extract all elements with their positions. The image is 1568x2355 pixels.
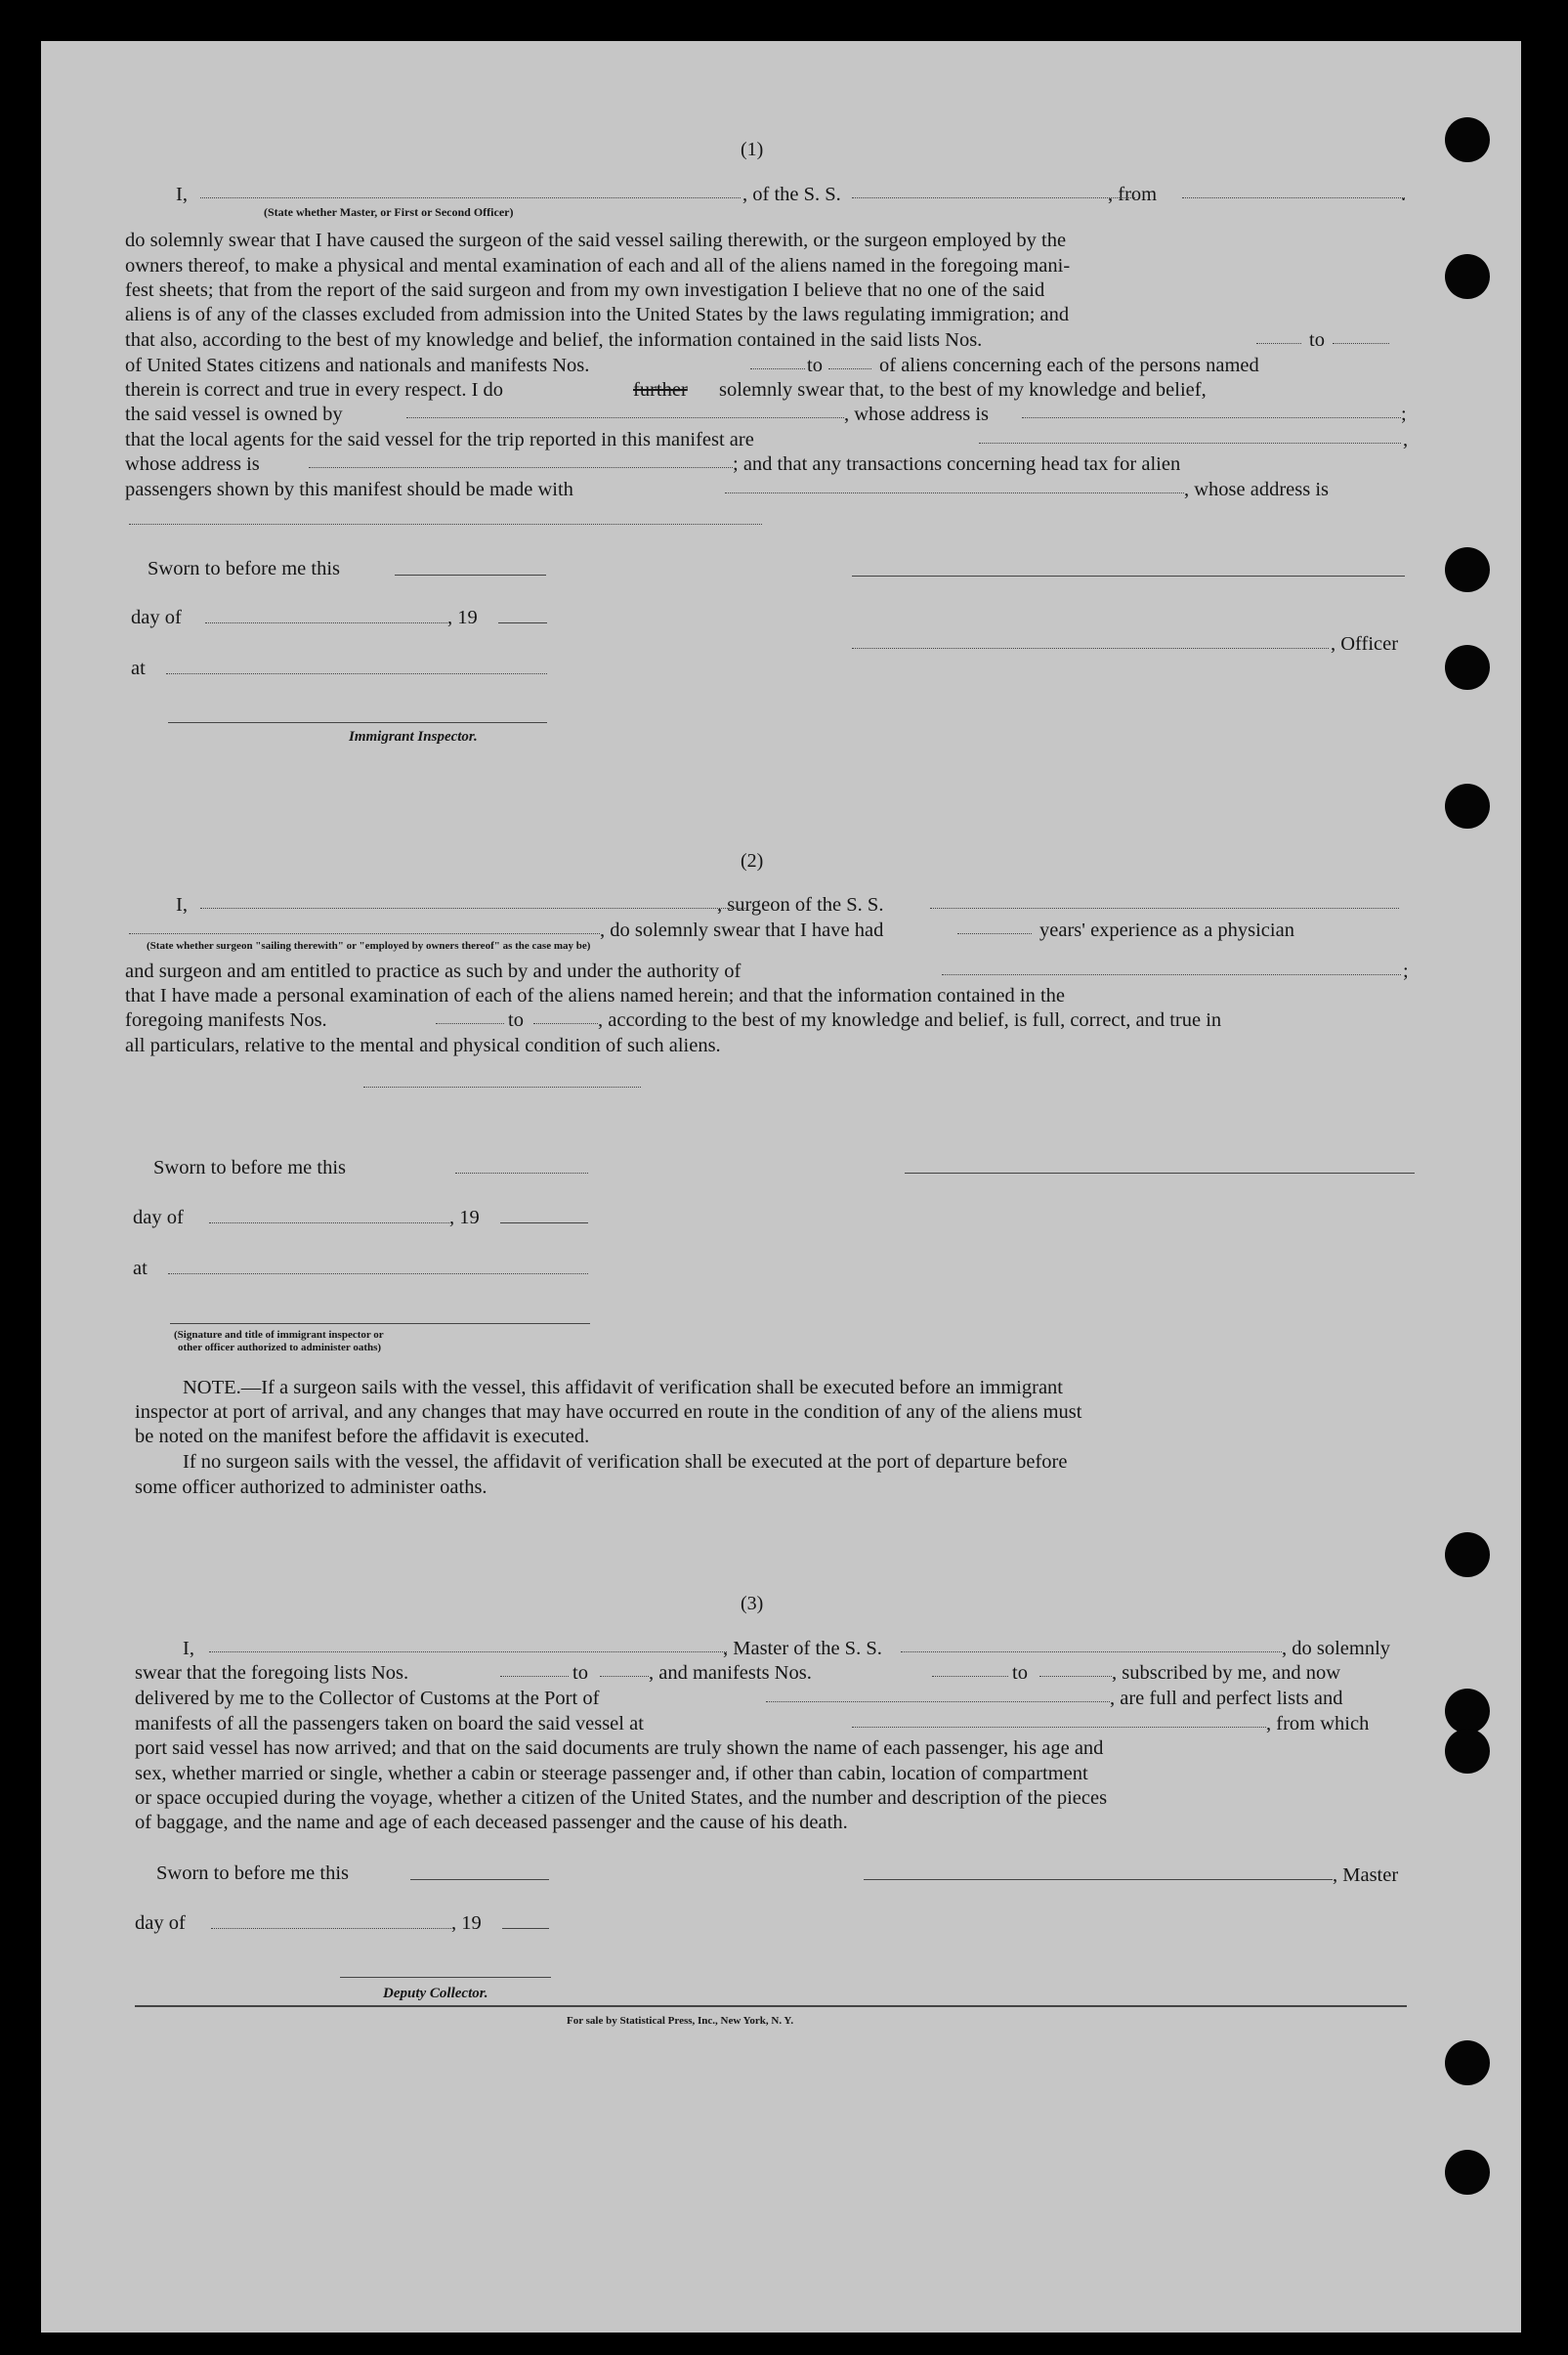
do-swear-label: , do solemnly swear that I have had <box>600 920 884 941</box>
binder-hole <box>1445 2040 1490 2085</box>
binder-hole <box>1445 784 1490 829</box>
further-struck: further <box>633 379 688 401</box>
affidavit-line: sex, whether married or single, whether a cabin or steerage passenger and, if other than cabin, location of compartment <box>135 1763 1088 1784</box>
affidavit-line: , subscribed by me, and now <box>1112 1662 1340 1684</box>
note-line: If no surgeon sails with the vessel, the affidavit of verification shall be executed at the port of departure before <box>183 1451 1068 1473</box>
note-label: NOTE. <box>183 1377 241 1398</box>
section-number: (2) <box>741 850 764 872</box>
manifests-from-field[interactable] <box>436 1023 504 1024</box>
surgeon-name-field[interactable] <box>200 908 747 909</box>
semicolon: ; <box>1401 404 1407 425</box>
departure-port-field[interactable] <box>852 1727 1266 1728</box>
ship-name-field[interactable] <box>852 197 1135 198</box>
note-line: some officer authorized to administer oaths. <box>135 1477 487 1498</box>
affidavit-line: owners thereof, to make a physical and mental examination of each and all of the aliens named in the foregoing mani- <box>125 255 1071 277</box>
lists-from-field[interactable] <box>500 1676 569 1677</box>
affidavit-line: therein is correct and true in every respect. I do <box>125 379 504 401</box>
surgeon-note: (State whether surgeon "sailing therewith" or "employed by owners thereof" as the case may be) <box>147 940 591 952</box>
binder-hole <box>1445 645 1490 690</box>
head-tax-address-field[interactable] <box>129 524 762 525</box>
at-field[interactable] <box>168 1273 588 1274</box>
surgeon-signature-field[interactable] <box>905 1173 1415 1174</box>
manifests-to-field[interactable] <box>533 1023 598 1024</box>
owner-address-field[interactable] <box>1022 417 1401 418</box>
lists-from-field[interactable] <box>1256 343 1301 344</box>
affidavit-line: , are full and perfect lists and <box>1110 1688 1343 1709</box>
surgeon-of-label: , surgeon of the S. S. <box>717 894 884 916</box>
local-agents-field[interactable] <box>979 443 1401 444</box>
affidavit-line: port said vessel has now arrived; and that on the said documents are truly shown the name of each passenger, his age and <box>135 1737 1104 1759</box>
affidavit-line: and surgeon and am entitled to practice as such by and under the authority of <box>125 961 742 982</box>
day-of-field[interactable] <box>205 622 447 623</box>
officer-note: (State whether Master, or First or Second Officer) <box>264 205 514 219</box>
officer-name-label: I, <box>176 184 188 205</box>
officer-name-field[interactable] <box>200 197 741 198</box>
master-ship-field[interactable] <box>901 1651 1282 1652</box>
note-text: —If a surgeon sails with the vessel, this affidavit of verification shall be executed before an immigrant <box>240 1377 1063 1398</box>
head-tax-party-field[interactable] <box>725 492 1184 493</box>
section-number: (3) <box>741 1593 764 1614</box>
affidavit-line: of United States citizens and nationals and manifests Nos. <box>125 355 590 376</box>
from-period: . <box>1401 184 1407 205</box>
ss-label: , of the S. S. <box>742 184 841 205</box>
affidavit-line: whose address is <box>125 453 260 475</box>
year-label: , 19 <box>449 1207 480 1228</box>
do-solemnly-label: , do solemnly <box>1282 1638 1391 1659</box>
master-signature-field[interactable] <box>864 1879 1333 1880</box>
sworn-label: Sworn to before me this <box>156 1863 349 1884</box>
surgeon-name-label: I, <box>176 894 188 916</box>
affidavit-line: do solemnly swear that I have caused the surgeon of the said vessel sailing therewith, or the surgeon employed by the <box>125 230 1067 251</box>
affidavit-line: that the local agents for the said vessel for the trip reported in this manifest are <box>125 429 754 450</box>
affidavit-line: the said vessel is owned by <box>125 404 343 425</box>
owner-field[interactable] <box>406 417 844 418</box>
from-port-field[interactable] <box>1182 197 1405 198</box>
binder-hole <box>1445 1689 1490 1734</box>
from-label: , from <box>1108 184 1158 205</box>
manifests-from-field[interactable] <box>750 368 805 369</box>
at-label: at <box>131 658 146 679</box>
collector-title: Deputy Collector. <box>383 1986 488 2001</box>
day-of-field[interactable] <box>209 1222 449 1223</box>
day-of-label: day of <box>131 607 182 628</box>
master-name-field[interactable] <box>209 1651 727 1652</box>
signature-note: (Signature and title of immigrant inspector or <box>174 1329 384 1341</box>
collector-signature-field[interactable] <box>340 1977 551 1978</box>
affidavit-line: , according to the best of my knowledge and belief, is full, correct, and true in <box>598 1009 1222 1031</box>
affidavit-line: of aliens concerning each of the persons named <box>879 355 1259 376</box>
at-field[interactable] <box>166 673 547 674</box>
surgeon-signature-dots[interactable] <box>363 1087 641 1088</box>
to-label: to <box>1012 1662 1028 1684</box>
lists-to-field[interactable] <box>1333 343 1389 344</box>
years-label: years' experience as a physician <box>1039 920 1294 941</box>
whose-address-label: , whose address is <box>1184 479 1330 500</box>
surgeon-ship-field[interactable] <box>930 908 1399 909</box>
master-label: , Master <box>1333 1864 1399 1886</box>
to-label: to <box>508 1009 524 1031</box>
form-page <box>41 41 1521 2333</box>
officer-signature-field[interactable] <box>852 648 1329 649</box>
year-field[interactable] <box>498 622 547 623</box>
year-field[interactable] <box>500 1222 588 1223</box>
whose-address-label: , whose address is <box>844 404 990 425</box>
manifests-from-field[interactable] <box>932 1676 1008 1677</box>
printer-credit: For sale by Statistical Press, Inc., New York, N. Y. <box>567 2015 794 2027</box>
affidavit-line: foregoing manifests Nos. <box>125 1009 327 1031</box>
affidavit-line: that also, according to the best of my knowledge and belief, the information contained in the said lists Nos. <box>125 329 983 351</box>
day-of-label: day of <box>133 1207 184 1228</box>
signature-note: other officer authorized to administer oaths) <box>178 1342 382 1353</box>
port-field[interactable] <box>766 1701 1110 1702</box>
note-line: inspector at port of arrival, and any changes that may have occurred en route in the condition of any of the aliens must <box>135 1401 1082 1423</box>
note-line: be noted on the manifest before the affidavit is executed. <box>135 1426 590 1447</box>
affidavit-line: that I have made a personal examination of each of the aliens named herein; and that the information contained in the <box>125 985 1065 1006</box>
sworn-label: Sworn to before me this <box>153 1157 346 1178</box>
affidavit-line: , and manifests Nos. <box>649 1662 812 1684</box>
inspector-signature-field[interactable] <box>168 722 547 723</box>
affidavit-line: ; and that any transactions concerning head tax for alien <box>733 453 1181 475</box>
to-label: to <box>1309 329 1325 351</box>
agents-address-field[interactable] <box>309 467 733 468</box>
authority-field[interactable] <box>942 974 1401 975</box>
affidavit-line: delivered by me to the Collector of Customs at the Port of <box>135 1688 600 1709</box>
section-number: (1) <box>741 139 764 160</box>
inspector-title: Immigrant Inspector. <box>349 729 478 745</box>
binder-hole <box>1445 547 1490 592</box>
day-of-field[interactable] <box>211 1928 451 1929</box>
binder-hole <box>1445 1532 1490 1577</box>
inspector-signature-field[interactable] <box>170 1323 590 1324</box>
binder-hole <box>1445 1729 1490 1774</box>
surgeon-type-field[interactable] <box>129 933 600 934</box>
sworn-label: Sworn to before me this <box>148 558 340 579</box>
officer-signature-top[interactable] <box>852 576 1405 577</box>
to-label: to <box>807 355 823 376</box>
year-label: , 19 <box>447 607 478 628</box>
year-label: , 19 <box>451 1912 482 1934</box>
affidavit-line: or space occupied during the voyage, whether a citizen of the United States, and the number and description of the pieces <box>135 1787 1108 1809</box>
affidavit-line: of baggage, and the name and age of each deceased passenger and the cause of his death. <box>135 1812 848 1833</box>
year-field[interactable] <box>502 1928 549 1929</box>
footer-rule <box>135 2005 1407 2007</box>
binder-hole <box>1445 254 1490 299</box>
lists-to-field[interactable] <box>600 1676 649 1677</box>
affidavit-line: passengers shown by this manifest should be made with <box>125 479 573 500</box>
manifests-to-field[interactable] <box>1039 1676 1112 1677</box>
to-label: to <box>572 1662 588 1684</box>
master-of-label: , Master of the S. S. <box>723 1638 882 1659</box>
affidavit-line: solemnly swear that, to the best of my knowledge and belief, <box>719 379 1207 401</box>
manifests-to-field[interactable] <box>828 368 871 369</box>
affidavit-line: manifests of all the passengers taken on board the said vessel at <box>135 1713 644 1734</box>
affidavit-line: aliens is of any of the classes excluded from admission into the United States by the laws regulating immigration; and <box>125 304 1070 325</box>
day-of-label: day of <box>135 1912 186 1934</box>
affidavit-line: fest sheets; that from the report of the said surgeon and from my own investigation I believe that no one of the said <box>125 279 1045 301</box>
note-line <box>183 1376 1063 1401</box>
sworn-date-field[interactable] <box>410 1879 549 1880</box>
at-label: at <box>133 1258 148 1279</box>
affidavit-line: , from which <box>1266 1713 1370 1734</box>
sworn-date-field[interactable] <box>455 1173 588 1174</box>
affidavit-line: all particulars, relative to the mental and physical condition of such aliens. <box>125 1035 721 1056</box>
officer-label: , Officer <box>1331 633 1399 655</box>
master-name-label: I, <box>183 1638 194 1659</box>
binder-hole <box>1445 117 1490 162</box>
sworn-date-field[interactable] <box>395 575 546 576</box>
affidavit-line: swear that the foregoing lists Nos. <box>135 1662 409 1684</box>
comma: , <box>1403 429 1409 450</box>
semicolon: ; <box>1403 961 1409 982</box>
binder-hole <box>1445 2150 1490 2195</box>
years-experience-field[interactable] <box>957 933 1032 934</box>
